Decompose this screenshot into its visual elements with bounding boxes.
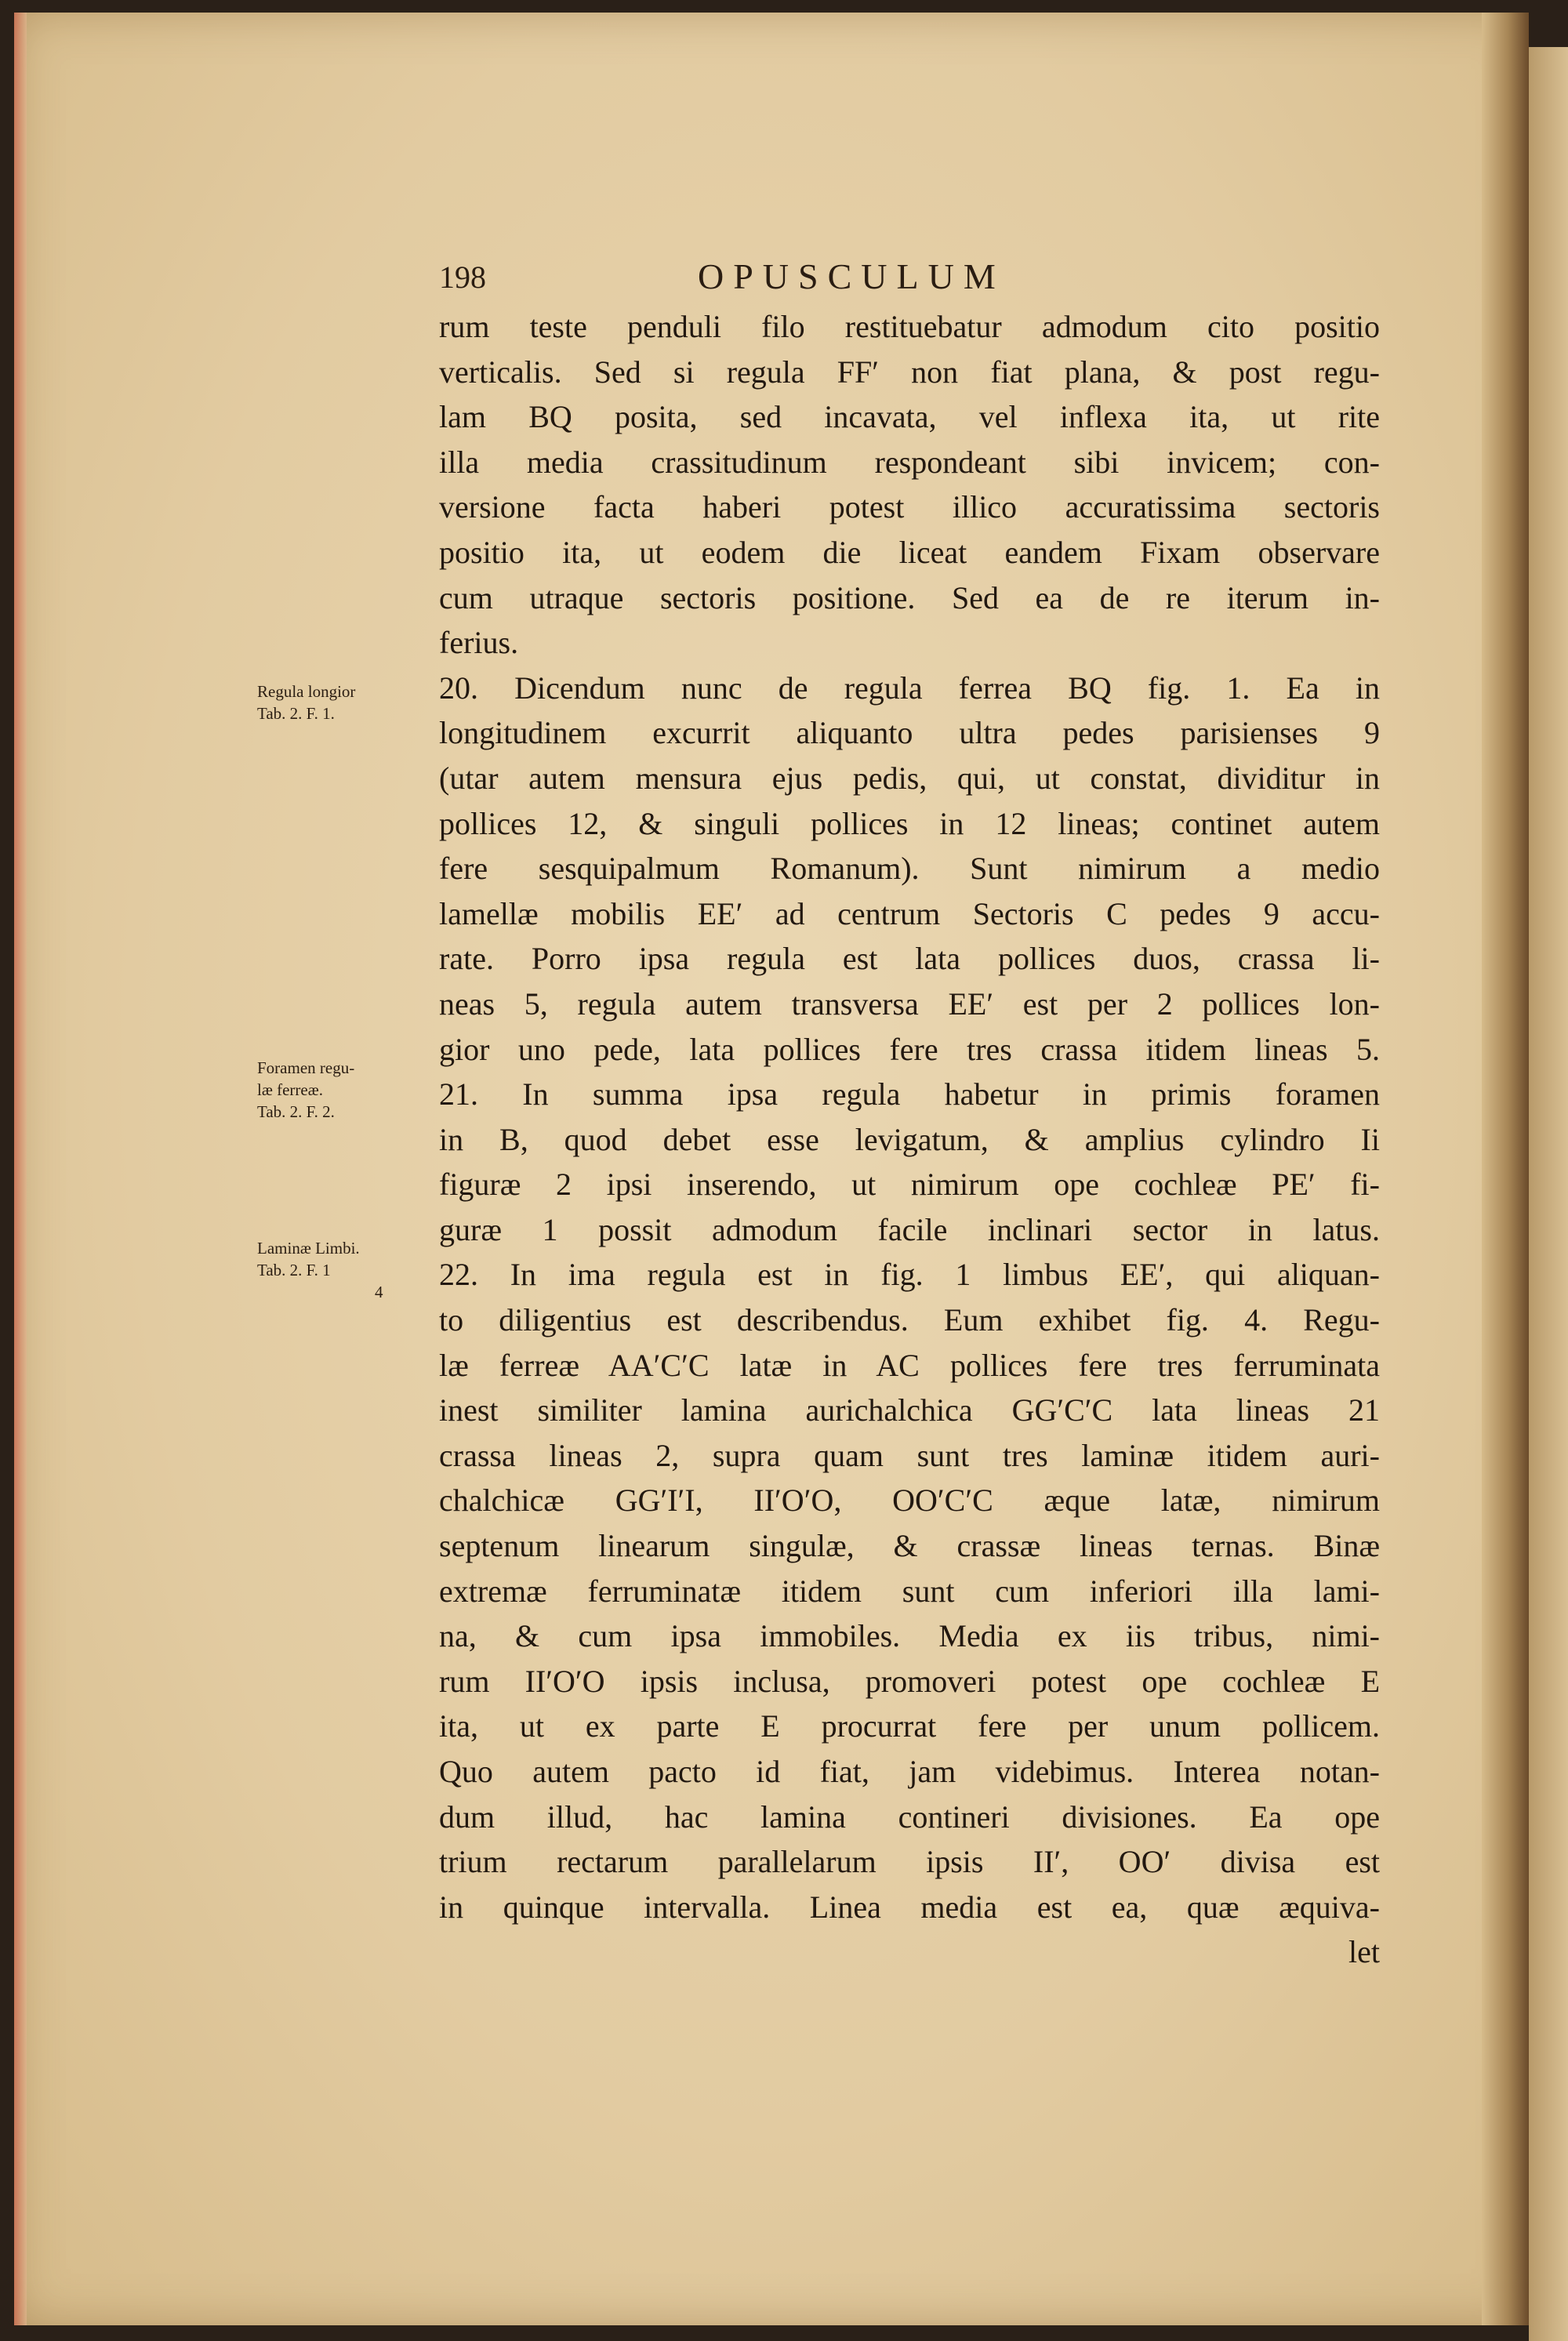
- text-line: rum teste penduli filo restituebatur admodum cito positio: [439, 309, 1380, 344]
- text-line: positio ita, ut eodem die liceat eandem Fixam observare: [439, 534, 1380, 570]
- page-number: 198: [439, 260, 486, 295]
- text-line: lam BQ posita, sed incavata, vel inflexa ita, ut rite: [439, 399, 1380, 435]
- text-line: neas 5, regula autem transversa EE′ est per 2 pollices lon-: [439, 985, 1380, 1022]
- text-line: (utar autem mensura ejus pedis, qui, ut constat, dividitur in: [439, 760, 1380, 796]
- text-line: læ ferreæ AA′C′C latæ in AC pollices fere tres ferruminata: [439, 1347, 1380, 1383]
- text-line: na, & cum ipsa immobiles. Media ex iis tribus, nimi-: [439, 1618, 1380, 1654]
- page-left-edge: [14, 13, 27, 2325]
- text-line: trium rectarum parallelarum ipsis II′, OO′ divisa est: [439, 1844, 1380, 1880]
- text-line: gior uno pede, lata pollices fere tres crassa itidem lineas 5.: [439, 1031, 1380, 1067]
- margin-note-line: Tab. 2. F. 1.: [257, 704, 335, 723]
- text-line: in quinque intervalla. Linea media est ea, quæ æquiva-: [439, 1889, 1380, 1925]
- text-line: extremæ ferruminatæ itidem sunt cum inferiori illa lami-: [439, 1573, 1380, 1609]
- text-line: longitudinem excurrit aliquanto ultra pedes parisienses 9: [439, 715, 1380, 751]
- running-head: [439, 256, 1380, 306]
- text-line: chalchicæ GG′I′I, II′O′O, OO′C′C æque latæ, nimirum: [439, 1483, 1380, 1519]
- text-line: dum illud, hac lamina contineri divisiones. Ea ope: [439, 1798, 1380, 1835]
- margin-note-line: læ ferreæ.: [257, 1080, 323, 1099]
- text-line: to diligentius est describendus. Eum exhibet fig. 4. Regu-: [439, 1302, 1380, 1338]
- text-line: septenum linearum singulæ, & crassæ lineas ternas. Binæ: [439, 1528, 1380, 1564]
- facing-page-edge: [1529, 47, 1568, 2341]
- margin-note-line: Laminæ Limbi.: [257, 1239, 360, 1258]
- text-line: guræ 1 possit admodum facile inclinari sector in latus.: [439, 1211, 1380, 1247]
- text-line: in B, quod debet esse levigatum, & amplius cylindro Ii: [439, 1121, 1380, 1157]
- text-line: rate. Porro ipsa regula est lata pollices duos, crassa li-: [439, 941, 1380, 977]
- margin-note-regula: [257, 681, 445, 724]
- margin-note-line: Tab. 2. F. 1: [257, 1261, 331, 1279]
- running-title: OPUSCULUM: [698, 256, 1005, 296]
- margin-note-line: Tab. 2. F. 2.: [257, 1102, 335, 1121]
- margin-note-foramen: [257, 1057, 445, 1123]
- text-line: pollices 12, & singuli pollices in 12 lineas; continet autem: [439, 805, 1380, 841]
- body-text: [439, 304, 1380, 1975]
- margin-note-line: 4: [375, 1283, 383, 1301]
- margin-note-line: Regula longior: [257, 682, 356, 701]
- text-line: ita, ut ex parte E procurrat fere per unum pollicem.: [439, 1708, 1380, 1744]
- binding-gutter: [1482, 13, 1529, 2325]
- text-line: lamellæ mobilis EE′ ad centrum Sectoris C pedes 9 accu-: [439, 895, 1380, 931]
- text-line: rum II′O′O ipsis inclusa, promoveri potest ope cochleæ E: [439, 1663, 1380, 1699]
- text-line: illa media crassitudinum respondeant sibi invicem; con-: [439, 444, 1380, 480]
- text-line: 21. In summa ipsa regula habetur in primis foramen: [439, 1076, 1380, 1112]
- text-line: fere sesquipalmum Romanum). Sunt nimirum a medio: [439, 851, 1380, 887]
- text-line: 20. Dicendum nunc de regula ferrea BQ fig. 1. Ea in: [439, 670, 1380, 706]
- text-line: figuræ 2 ipsi inserendo, ut nimirum ope cochleæ PE′ fi-: [439, 1167, 1380, 1203]
- text-line: inest similiter lamina aurichalchica GG′C′C lata lineas 21: [439, 1392, 1380, 1428]
- text-line: versione facta haberi potest illico accuratissima sectoris: [439, 489, 1380, 525]
- text-line: 22. In ima regula est in fig. 1 limbus EE′, qui aliquan-: [439, 1257, 1380, 1293]
- text-line: crassa lineas 2, supra quam sunt tres laminæ itidem auri-: [439, 1437, 1380, 1473]
- text-line: Quo autem pacto id fiat, jam videbimus. Interea notan-: [439, 1754, 1380, 1789]
- margin-note-laminae: [257, 1237, 445, 1303]
- margin-note-line: Foramen regu-: [257, 1058, 355, 1077]
- text-line: verticalis. Sed si regula FF′ non fiat plana, & post regu-: [439, 354, 1380, 390]
- catchword: let: [1348, 1934, 1380, 1970]
- text-line: cum utraque sectoris positione. Sed ea de re iterum in-: [439, 579, 1380, 615]
- text-line: ferius.: [439, 625, 519, 661]
